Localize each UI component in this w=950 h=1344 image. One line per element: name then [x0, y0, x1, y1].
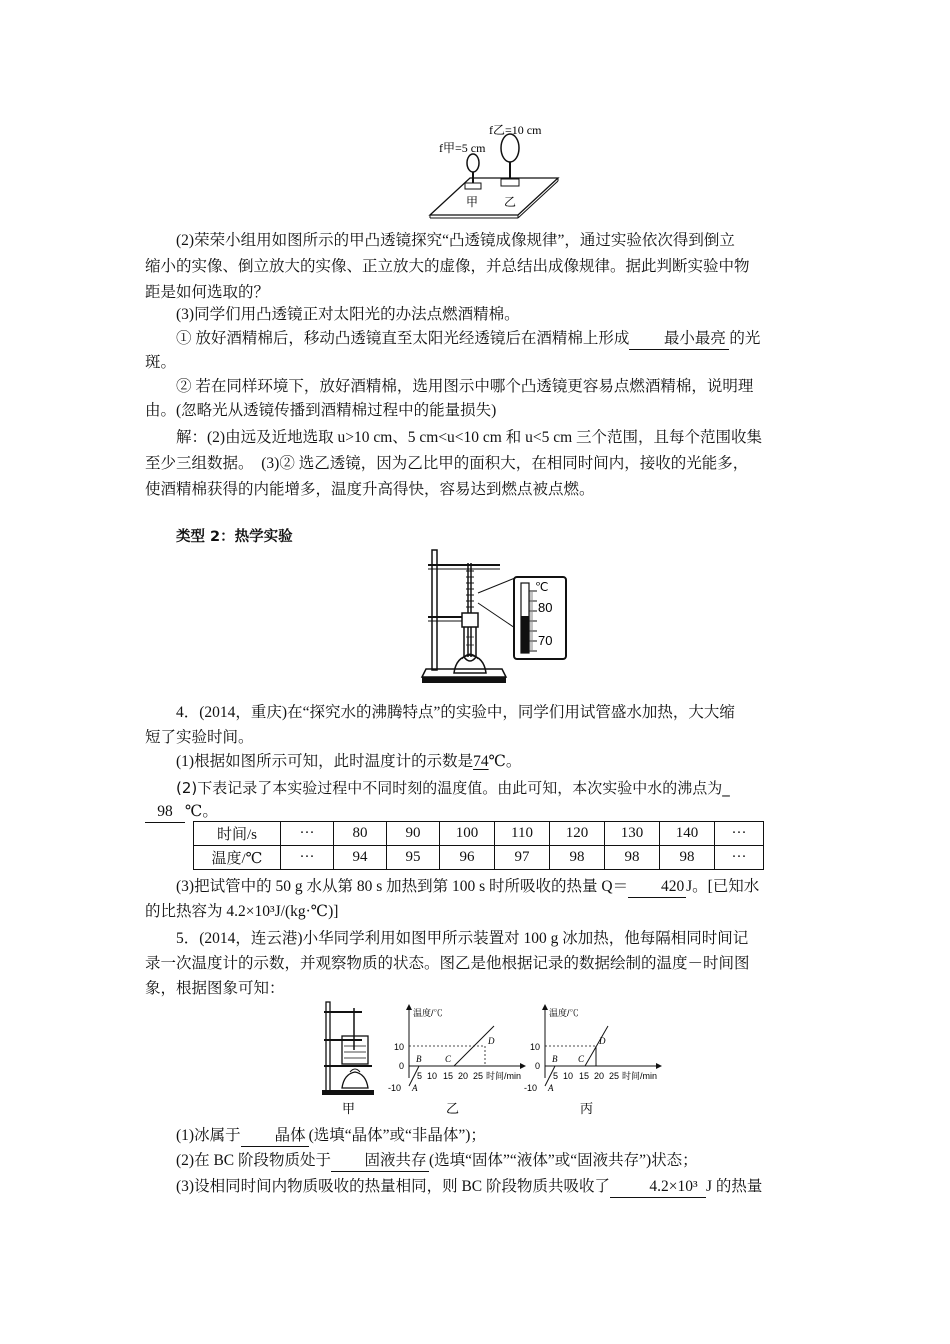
table-cell: 98	[660, 846, 715, 870]
q3-part2-line3: 距是如何选取的？	[145, 284, 270, 301]
section-heading: 类型 2：热学实验	[176, 529, 293, 545]
graph-bing-point-D: D	[599, 1036, 606, 1046]
q5-fig-label-bing: 丙	[580, 1101, 594, 1116]
thermometer-unit: ℃	[535, 580, 549, 594]
q4-part2-line1: (2)下表记录了本实验过程中不同时刻的温度值。由此可知，本次实验中水的沸点为_	[176, 779, 730, 797]
solution-line1: 解：(2)由远及近地选取 u>10 cm、5 cm<u<10 cm 和 u<5 cm 三个范围，且每个范围收集	[176, 429, 763, 446]
graph-yi-xtick: 15	[443, 1071, 454, 1081]
graph-yi-ytick-10: 10	[394, 1042, 405, 1052]
q5-line3: 象，根据图象可知：	[145, 980, 285, 997]
q4-part3-line2: 的比热容为 4.2×10³J/(kg·℃)]	[145, 903, 339, 920]
q4-part1-post: ℃。	[488, 753, 522, 770]
q5-part2-pre: (2)在 BC 阶段物质处于	[176, 1152, 332, 1169]
q5-part2-post: (选填“固体”“液体”或“固液共存”)状态；	[429, 1152, 698, 1169]
table-cell: ···	[281, 846, 334, 870]
q5-part1	[145, 1123, 805, 1149]
table-cell: 97	[495, 846, 550, 870]
graph-bing-xtick: 5	[553, 1071, 559, 1081]
q5-fig-label-jia: 甲	[342, 1101, 356, 1116]
graph-yi-point-C: C	[445, 1054, 452, 1064]
q3-part3-sub1	[145, 326, 805, 352]
graph-bing-xtick: 25	[609, 1071, 620, 1081]
q5-fig-label-yi: 乙	[446, 1101, 460, 1116]
table-cell: 98	[550, 846, 605, 870]
q3-part3-sub2-line1: ② 若在同样环境下，放好酒精棉，选用图示中哪个凸透镜更容易点燃酒精棉，说明理	[176, 378, 754, 395]
graph-bing-ytick-10: 10	[530, 1042, 541, 1052]
table-cell: 98	[605, 846, 660, 870]
table-cell: ···	[715, 822, 764, 846]
table-cell: 100	[440, 822, 495, 846]
table-row	[194, 822, 764, 846]
table-cell: 130	[605, 822, 660, 846]
q5-part3	[145, 1174, 805, 1200]
graph-bing-xtick: 10	[563, 1071, 574, 1081]
q4-part2-post: ℃。	[185, 803, 218, 820]
graph-yi-xtick: 5	[417, 1071, 423, 1081]
graph-bing-xlabel: 时间/min	[622, 1071, 658, 1081]
graph-yi-xtick: 10	[427, 1071, 438, 1081]
graph-yi	[382, 1000, 532, 1118]
q5-part1-answer: 晶体	[241, 1126, 309, 1147]
graph-bing-point-B: B	[552, 1054, 558, 1064]
table-cell: ···	[281, 822, 334, 846]
lens-label-yi: 乙	[504, 195, 517, 209]
q4-data-table	[193, 821, 764, 870]
graph-yi-xtick: 20	[458, 1071, 469, 1081]
q5-part3-post: J 的热量	[706, 1178, 763, 1195]
q3-part2-line1: (2)荣荣小组用如图所示的甲凸透镜探究“凸透镜成像规律”，通过实验依次得到倒立	[176, 232, 735, 249]
q4-part2-answer: 98	[145, 802, 185, 823]
graph-yi-point-D: D	[488, 1036, 495, 1046]
lens-figure	[425, 118, 565, 220]
q3-part2-line2: 缩小的实像、倒立放大的实像、正立放大的虚像，并总结出成像规律。据此判断实验中物	[145, 258, 750, 275]
boiling-apparatus-figure	[418, 545, 573, 690]
q5-part1-post: (选填“晶体”或“非晶体”)；	[308, 1127, 486, 1144]
thermometer-tick-80: 80	[538, 600, 553, 615]
graph-yi-xlabel: 时间/min	[486, 1071, 522, 1081]
graph-bing-xtick: 20	[594, 1071, 605, 1081]
graph-bing-ytick-0: 0	[535, 1061, 541, 1071]
q5-line1: 5．(2014，连云港)小华同学利用如图甲所示装置对 100 g 冰加热，他每隔相同时间记	[176, 930, 749, 947]
solution-line3: 使酒精棉获得的内能增多，温度升高得快，容易达到燃点被点燃。	[145, 481, 595, 498]
lens-label-f-jia: f甲=5 cm	[439, 141, 486, 155]
graph-yi-ytick-neg10: -10	[388, 1083, 402, 1093]
table-cell: 时间/s	[194, 822, 281, 846]
q5-apparatus-figure	[318, 1000, 378, 1118]
q4-part3	[145, 874, 805, 900]
q5-part3-pre: (3)设相同时间内物质吸收的热量相同，则 BC 阶段物质共吸收了	[176, 1178, 611, 1195]
thermometer-tick-70: 70	[538, 633, 553, 648]
q4-part3-answer: 420	[628, 877, 686, 898]
graph-bing-point-A: A	[548, 1083, 554, 1093]
graph-yi-xtick: 25	[473, 1071, 484, 1081]
solution-line2: 至少三组数据。 (3)② 选乙透镜，因为乙比甲的面积大，在相同时间内，接收的光能多，	[145, 455, 749, 472]
q3-part3-sub2-line2: 由。(忽略光从透镜传播到酒精棉过程中的能量损失)	[145, 402, 497, 419]
q4-part1-answer: 74	[473, 753, 489, 770]
table-cell: 120	[550, 822, 605, 846]
q3-part3-sub1-line2: 斑。	[145, 354, 177, 371]
q5-part1-pre: (1)冰属于	[176, 1127, 241, 1144]
table-cell: 95	[387, 846, 440, 870]
table-cell: 94	[334, 846, 387, 870]
lens-label-f-yi: f乙=10 cm	[489, 123, 542, 137]
q3-part3-text: (3)同学们用凸透镜正对太阳光的办法点燃酒精棉。	[176, 306, 520, 323]
q4-line1: 4．(2014，重庆)在“探究水的沸腾特点”的实验中，同学们用试管盛水加热，大大缩	[176, 704, 735, 721]
table-cell: 温度/℃	[194, 846, 281, 870]
graph-bing-point-C: C	[578, 1054, 585, 1064]
q4-part1-pre: (1)根据如图所示可知，此时温度计的示数是	[176, 753, 474, 770]
graph-bing	[518, 1000, 668, 1118]
q3-sub1-post: 的光	[729, 330, 761, 347]
q3-sub1-answer: 最小最亮	[629, 329, 729, 350]
graph-bing-ylabel: 温度/℃	[549, 1008, 579, 1018]
q4-part1	[145, 749, 805, 775]
q4-part3-pre: (3)把试管中的 50 g 水从第 80 s 加热到第 100 s 时所吸收的热量 Q＝	[176, 878, 629, 895]
lens-label-jia: 甲	[466, 195, 479, 209]
table-cell: 140	[660, 822, 715, 846]
graph-yi-point-B: B	[416, 1054, 422, 1064]
table-cell: 80	[334, 822, 387, 846]
table-cell: ···	[715, 846, 764, 870]
q3-sub1-pre: ① 放好酒精棉后，移动凸透镜直至太阳光经透镜后在酒精棉上形成	[176, 330, 630, 347]
q5-line2: 录一次温度计的示数，并观察物质的状态。图乙是他根据记录的数据绘制的温度－时间图	[145, 955, 750, 972]
q4-part3-post: J。[已知水	[686, 878, 760, 895]
table-cell: 96	[440, 846, 495, 870]
q5-part3-answer: 4.2×10³	[610, 1177, 706, 1198]
q5-part2-answer: 固液共存	[331, 1151, 429, 1172]
graph-yi-point-A: A	[412, 1083, 418, 1093]
table-cell: 110	[495, 822, 550, 846]
table-cell: 90	[387, 822, 440, 846]
graph-yi-ylabel: 温度/℃	[413, 1008, 443, 1018]
q5-part2	[145, 1148, 805, 1174]
graph-bing-xtick: 15	[579, 1071, 590, 1081]
q4-line2: 短了实验时间。	[145, 729, 254, 746]
table-row	[194, 846, 764, 870]
graph-yi-ytick-0: 0	[399, 1061, 405, 1071]
graph-bing-ytick-neg10: -10	[524, 1083, 538, 1093]
